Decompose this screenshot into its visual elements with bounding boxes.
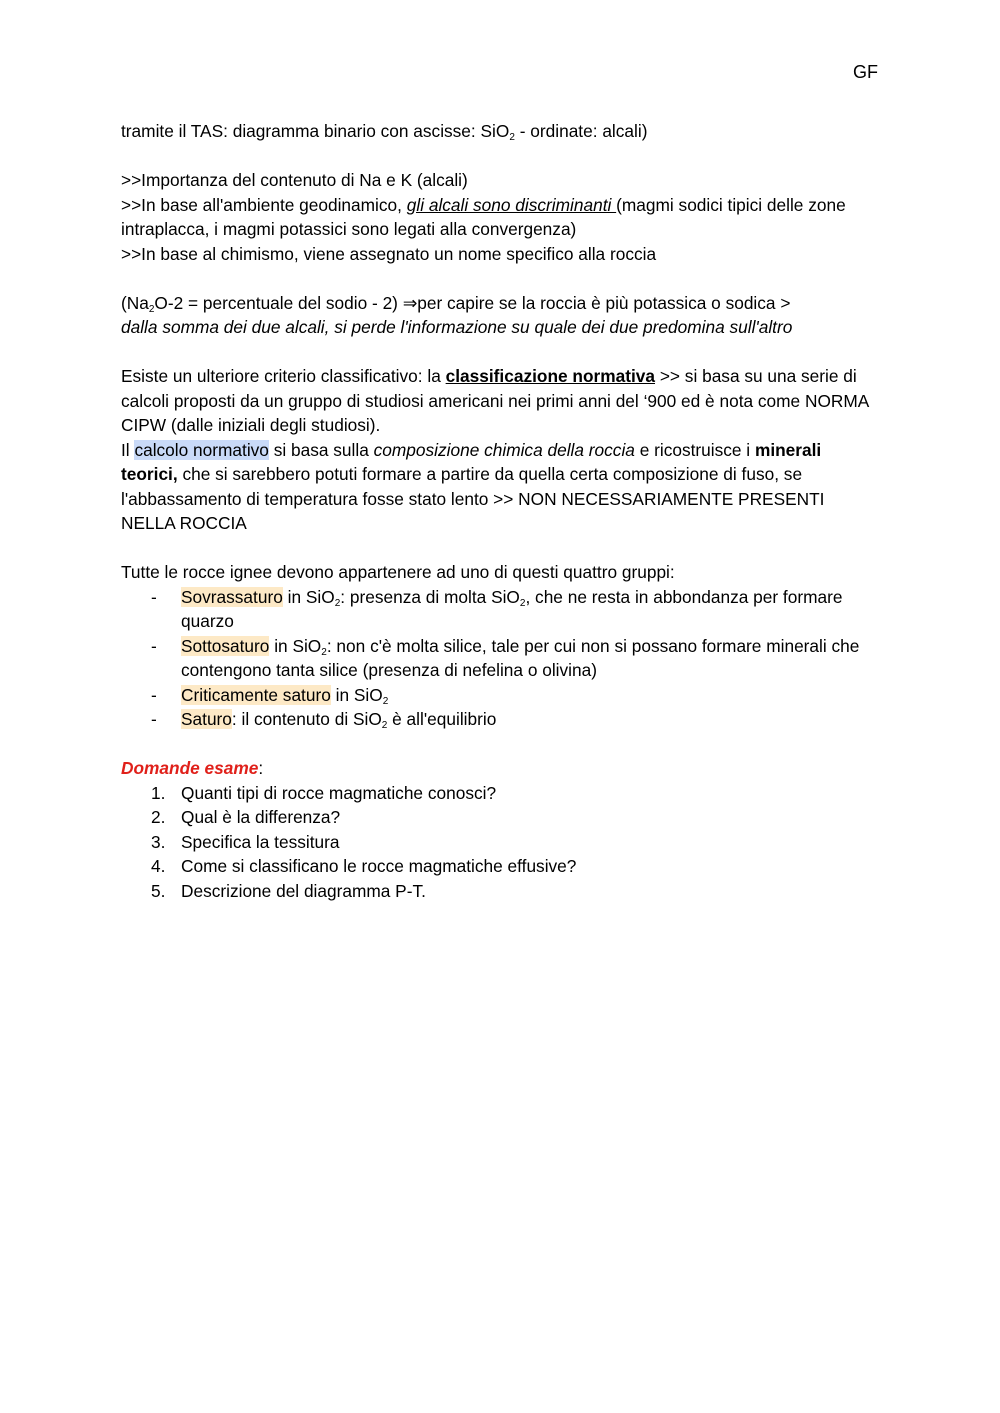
list-item	[121, 830, 881, 855]
list-marker: -	[151, 586, 157, 607]
tas-intro-line	[121, 119, 881, 144]
list-marker: -	[151, 635, 157, 656]
list-number: 2.	[151, 807, 166, 827]
question-text: Descrizione del diagramma P-T.	[181, 880, 426, 901]
point-geodynamic	[121, 193, 881, 242]
group-text: in SiO	[330, 684, 383, 705]
list-item	[121, 781, 881, 806]
calc-text-cont: si basa sulla	[268, 439, 374, 460]
subscript: 2	[381, 720, 388, 731]
list-item	[121, 683, 881, 708]
document-body	[121, 119, 881, 903]
question-text: Quanti tipi di rocce magmatiche conosci?	[181, 782, 497, 803]
calc-highlight: calcolo normativo	[134, 439, 269, 460]
exam-title: Domande esame	[121, 758, 259, 778]
norm-key-term: classificazione normativa	[445, 366, 656, 386]
group-term: Sottosaturo	[181, 635, 270, 656]
group-term: Criticamente saturo	[181, 684, 331, 705]
norm-paragraph	[121, 364, 881, 438]
subscript: 2	[382, 695, 389, 707]
point-chemistry: >>In base al chimismo, viene assegnato un nome specifico alla roccia	[121, 243, 657, 264]
calc-text-end: che si sarebbero potuti formare a partire da quella certa composizione di fuso, se l'abbassamento di temperatura fosse stato lento >> NON NECESSARIAMENTE PRESENTI NELLA ROCCIA	[121, 464, 825, 533]
page-header-initials: GF	[853, 62, 878, 82]
list-item	[121, 854, 881, 879]
subscript: 2	[509, 132, 515, 143]
calc-text: Il	[121, 439, 135, 460]
exam-questions-list	[121, 781, 881, 904]
group-text: : non c'è molta silice, tale per cui non si possano formare minerali che contengono tanta silice (presenza di nefelina o olivina)	[181, 635, 860, 680]
norm-text: Esiste un ulteriore criterio classificativo: la	[121, 366, 446, 386]
na2o-text: (Na	[121, 292, 149, 313]
question-text: Qual è la differenza?	[181, 807, 341, 827]
list-item	[121, 585, 881, 634]
point-alkali-importance: >>Importanza del contenuto di Na e K (alcali)	[121, 170, 468, 190]
calc-bold: minerali teorici,	[121, 439, 822, 484]
list-item	[121, 634, 881, 683]
group-term: Saturo	[181, 709, 232, 729]
question-text: Come si classificano le rocce magmatiche effusive?	[181, 856, 577, 876]
list-item	[121, 879, 881, 904]
list-marker: -	[151, 684, 157, 705]
norm-text-cont: >> si basa su una serie di calcoli proposti da un gruppo di studiosi americani nei primi anni del ‘900 ed è nota come NORMA CIPW (dalle iniziali degli studiosi).	[121, 366, 869, 435]
calc-text-cont2: e ricostruisce i	[634, 439, 755, 460]
question-text: Specifica la tessitura	[181, 831, 340, 852]
calc-paragraph	[121, 438, 881, 536]
list-item	[121, 805, 881, 830]
point-geodynamic-end: (magmi sodici tipici delle zone intraplacca, i magmi potassici sono legati alla convergenza)	[121, 194, 846, 239]
calc-italic: composizione chimica della roccia	[373, 439, 635, 460]
group-text: è all'equilibrio	[387, 709, 497, 729]
list-number: 1.	[151, 782, 166, 803]
subscript: 2	[148, 303, 155, 315]
list-number: 3.	[151, 831, 166, 852]
na2o-paragraph	[121, 291, 881, 340]
groups-intro: Tutte le rocce ignee devono appartenere ad uno di questi quattro gruppi:	[121, 562, 675, 582]
list-number: 5.	[151, 880, 166, 901]
group-text: : il contenuto di SiO	[231, 709, 382, 729]
subscript: 2	[519, 597, 526, 609]
list-number: 4.	[151, 856, 166, 876]
groups-list	[121, 585, 881, 732]
group-term: Sovrassaturo	[181, 586, 283, 607]
group-text: : presenza di molta SiO	[340, 586, 520, 607]
na2o-text-end: O-2 = percentuale del sodio - 2) ⇒per capire se la roccia è più potassica o sodica >	[154, 292, 791, 313]
tas-intro-text: tramite il TAS: diagramma binario con ascisse: SiO	[121, 121, 510, 141]
exam-colon: :	[258, 758, 264, 778]
subscript: 2	[334, 597, 341, 609]
group-text: , che ne resta in abbondanza per formare quarzo	[181, 586, 843, 631]
group-text: in SiO	[269, 635, 322, 656]
list-marker: -	[151, 709, 157, 729]
group-text: in SiO	[282, 586, 335, 607]
exam-heading	[121, 756, 881, 781]
point-geodynamic-start: >>In base all'ambiente geodinamico,	[121, 194, 407, 215]
list-item	[121, 707, 881, 732]
point-geodynamic-emphasis: gli alcali sono discriminanti	[406, 194, 617, 215]
tas-intro-text-end: - ordinate: alcali)	[514, 121, 648, 141]
subscript: 2	[321, 646, 327, 658]
na2o-italic-note: dalla somma dei due alcali, si perde l'informazione su quale dei due predomina sull'altro	[121, 317, 793, 337]
